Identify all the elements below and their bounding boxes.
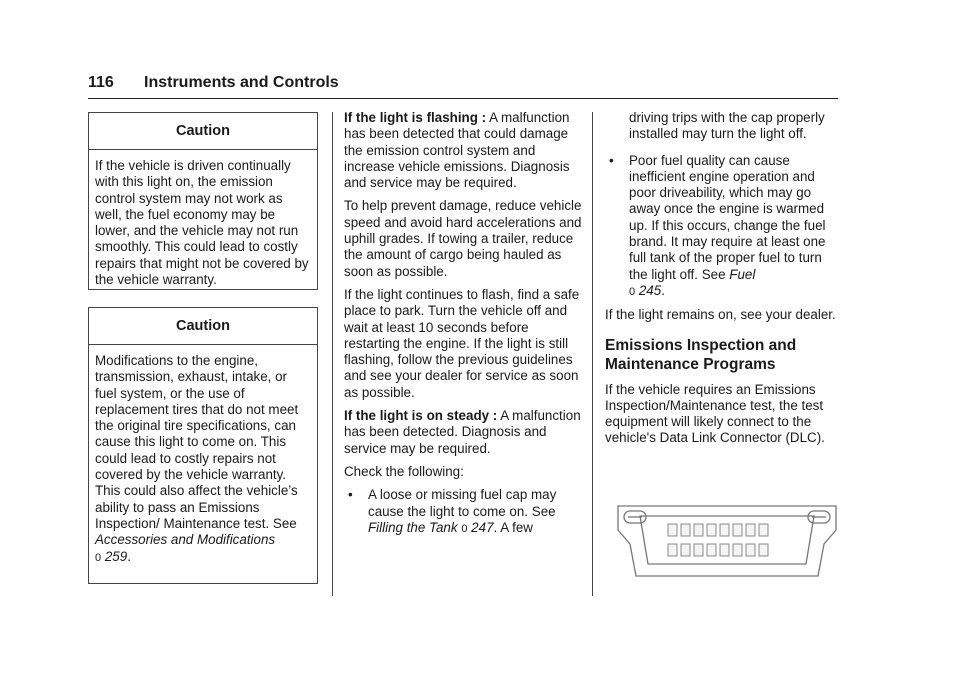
page-number: 116: [88, 74, 114, 91]
caution-box-2: [88, 307, 318, 584]
fuel-link[interactable]: Fuel: [729, 266, 756, 282]
filling-tank-link[interactable]: Filling the Tank: [368, 519, 458, 535]
bullet-icon: •: [609, 152, 614, 168]
page-ref-arrow-icon: 0: [461, 522, 468, 535]
bullet-end: .: [661, 282, 665, 298]
list-item-continued: [605, 110, 841, 143]
inspection-paragraph: If the vehicle requires an Emissions Inspection/Maintenance test, the test equipment will likely connect to the vehicle's Data Link Connector (DLC).: [605, 381, 825, 446]
bullet-end: . A few: [493, 519, 533, 535]
page-ref-arrow-icon: 0: [629, 285, 636, 298]
right-column: [605, 110, 841, 454]
column-divider-2: [592, 112, 593, 596]
flashing-label: If the light is flashing :: [344, 110, 487, 125]
section-title: Instruments and Controls: [144, 74, 339, 91]
list-item: [344, 487, 582, 537]
caution-body: If the vehicle is driven continually with this light on, the emission control system may not work as well, the fuel economy may be lower, and the vehicle may not run smoothly. This could lead to costly repairs that might not be covered by the vehicle warranty.: [95, 158, 309, 288]
continues-paragraph: If the light continues to flash, find a safe place to park. Turn the vehicle off and wait at least 10 seconds before restarting the engine. If the light is still flashing, follow the previous guidelines and see your dealer for service as soon as possible.: [344, 286, 580, 400]
remains-paragraph: If the light remains on, see your dealer.: [605, 307, 836, 323]
check-paragraph: Check the following:: [344, 463, 464, 479]
prevent-paragraph: To help prevent damage, reduce vehicle speed and avoid hard accelerations and uphill grades. If towing a trailer, reduce the amount of cargo being hauled as soon as possible.: [344, 198, 582, 279]
column-divider-1: [332, 112, 333, 596]
page-ref[interactable]: 247: [471, 519, 494, 535]
page-ref[interactable]: 259: [104, 548, 128, 564]
middle-column: [344, 110, 582, 544]
bullet-text: driving trips with the cap properly installed may turn the light off.: [629, 110, 825, 142]
dlc-connector-illustration: [612, 500, 842, 578]
flashing-paragraph: [344, 110, 582, 191]
steady-label: If the light is on steady :: [344, 408, 498, 424]
page-header: [88, 68, 838, 99]
bullet-text: A loose or missing fuel cap may cause the light to come on. See: [368, 487, 557, 519]
page-ref[interactable]: 245: [638, 282, 662, 298]
list-item: [605, 153, 841, 301]
bullet-text: Poor fuel quality can cause inefficient engine operation and poor driveability, which may go away once the engine is warmed up. If this occurs, change the fuel brand. It may require at least one full tank of the proper fuel to turn the light off. See: [629, 152, 826, 282]
accessories-link[interactable]: Accessories and Modifications: [95, 532, 276, 548]
steady-paragraph: [344, 408, 582, 457]
caution-body: [89, 345, 317, 566]
caution-title: Caution: [89, 308, 317, 345]
flashing-text: A malfunction has been detected that could damage the emission control system and increase vehicle emissions. Diagnosis and service may be required.: [344, 110, 570, 191]
caution-box-1: [88, 112, 318, 290]
bullet-icon: •: [348, 487, 353, 503]
caution-text: Modifications to the engine, transmission, exhaust, intake, or fuel system, or the use of replacement tires that do not meet the original tire specifications, can cause this light to come on. This could lead to costly repairs not covered by the vehicle warranty. This could also affect the vehicle’s ability to pass an Emissions Inspection/ Maintenance test. See: [95, 353, 299, 531]
period: .: [127, 548, 131, 564]
steady-text: A malfunction has been detected. Diagnosis and service may be required.: [344, 408, 581, 456]
caution-title: Caution: [89, 113, 317, 150]
section-heading: Emissions Inspection and Maintenance Programs: [605, 336, 797, 373]
page-ref-arrow-icon: 0: [95, 551, 102, 564]
